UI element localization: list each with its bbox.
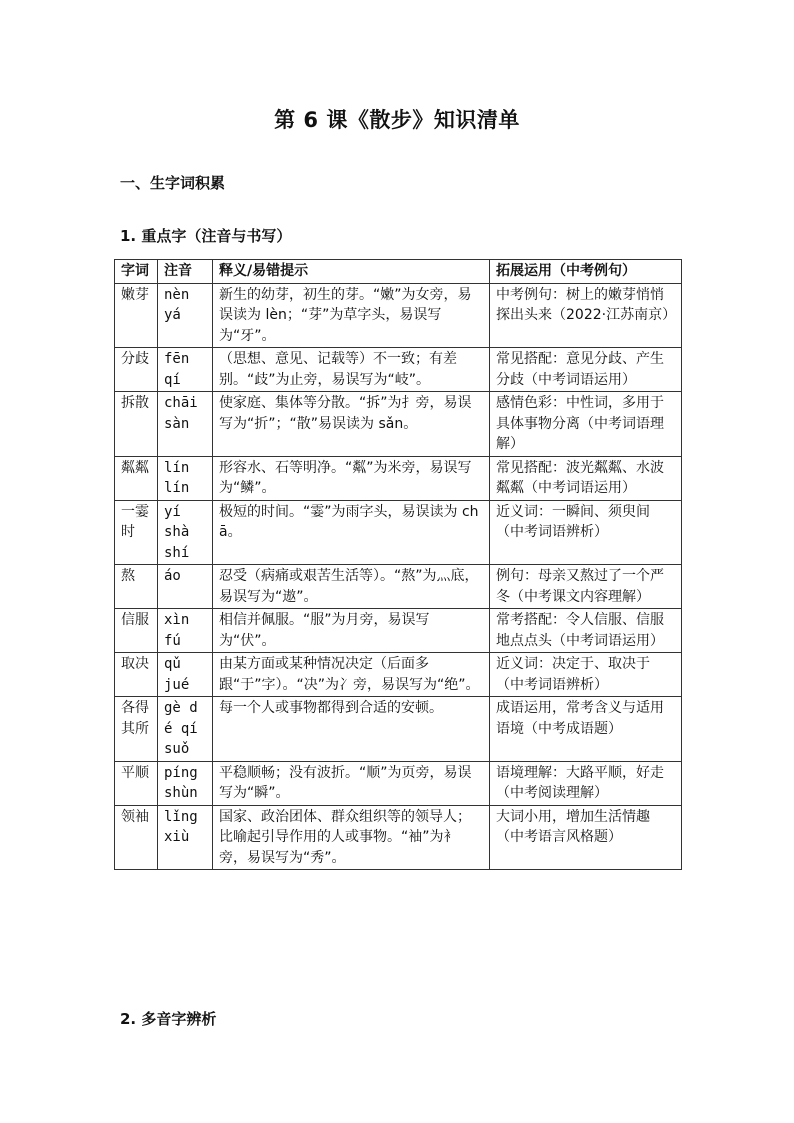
- header-word: 字词: [115, 260, 158, 284]
- vocab-table: [114, 259, 682, 870]
- header-meaning: 释义/易错提示: [213, 260, 490, 284]
- usage-cell: 常见搭配：意见分歧、产生分歧（中考词语运用）: [490, 348, 682, 392]
- pinyin-cell: fēn qí: [158, 348, 213, 392]
- table-row: [115, 653, 682, 697]
- word-cell: 取决: [115, 653, 158, 697]
- word-cell: 各得其所: [115, 697, 158, 762]
- meaning-cell: （思想、意见、记载等）不一致；有差别。“歧”为止旁，易误写为“岐”。: [213, 348, 490, 392]
- table-row: [115, 500, 682, 565]
- usage-cell: 常见搭配：波光粼粼、水波粼粼（中考词语运用）: [490, 456, 682, 500]
- word-cell: 拆散: [115, 392, 158, 457]
- usage-cell: 感情色彩：中性词，多用于具体事物分离（中考词语理解）: [490, 392, 682, 457]
- usage-cell: 常考搭配：令人信服、信服地点点头（中考词语运用）: [490, 609, 682, 653]
- table-row: [115, 456, 682, 500]
- word-cell: 领袖: [115, 805, 158, 870]
- meaning-cell: 极短的时间。“霎”为雨字头，易误读为 chā。: [213, 500, 490, 565]
- subsection-heading-polyphones: 2. 多音字辨析: [120, 1010, 217, 1028]
- usage-cell: 语境理解：大路平顺，好走（中考阅读理解）: [490, 761, 682, 805]
- pinyin-cell: nèn yá: [158, 283, 213, 348]
- usage-cell: 中考例句：树上的嫩芽悄悄探出头来（2022·江苏南京）: [490, 283, 682, 348]
- subsection-heading-key-chars: 1. 重点字（注音与书写）: [120, 227, 292, 245]
- usage-cell: 例句：母亲又熬过了一个严冬（中考课文内容理解）: [490, 565, 682, 609]
- pinyin-cell: xìn fú: [158, 609, 213, 653]
- usage-cell: 近义词：一瞬间、须臾间（中考词语辨析）: [490, 500, 682, 565]
- table-row: [115, 565, 682, 609]
- table-row: [115, 761, 682, 805]
- table-row: [115, 283, 682, 348]
- meaning-cell: 每一个人或事物都得到合适的安顿。: [213, 697, 490, 762]
- pinyin-cell: áo: [158, 565, 213, 609]
- word-cell: 熬: [115, 565, 158, 609]
- pinyin-cell: gè d é qí suǒ: [158, 697, 213, 762]
- table-row: [115, 697, 682, 762]
- meaning-cell: 平稳顺畅；没有波折。“顺”为页旁，易误写为“瞬”。: [213, 761, 490, 805]
- usage-cell: 大词小用，增加生活情趣（中考语言风格题）: [490, 805, 682, 870]
- word-cell: 信服: [115, 609, 158, 653]
- meaning-cell: 忍受（病痛或艰苦生活等）。“熬”为灬底，易误写为“遨”。: [213, 565, 490, 609]
- usage-cell: 近义词：决定于、取决于（中考词语辨析）: [490, 653, 682, 697]
- table-row: [115, 609, 682, 653]
- meaning-cell: 由某方面或某种情况决定（后面多跟“于”字）。“决”为冫旁，易误写为“绝”。: [213, 653, 490, 697]
- word-cell: 平顺: [115, 761, 158, 805]
- usage-cell: 成语运用，常考含义与适用语境（中考成语题）: [490, 697, 682, 762]
- pinyin-cell: lín lín: [158, 456, 213, 500]
- meaning-cell: 国家、政治团体、群众组织等的领导人；比喻起引导作用的人或事物。“袖”为衤旁，易误写为“秀”。: [213, 805, 490, 870]
- table-row: [115, 348, 682, 392]
- pinyin-cell: píng shùn: [158, 761, 213, 805]
- meaning-cell: 相信并佩服。“服”为月旁，易误写为“伏”。: [213, 609, 490, 653]
- meaning-cell: 使家庭、集体等分散。“拆”为扌旁，易误写为“折”；“散”易误读为 sǎn。: [213, 392, 490, 457]
- table-row: [115, 392, 682, 457]
- section-heading-vocab: 一、生字词积累: [120, 174, 226, 192]
- table-header-row: [115, 260, 682, 284]
- word-cell: 一霎时: [115, 500, 158, 565]
- meaning-cell: 形容水、石等明净。“粼”为米旁，易误写为“鳞”。: [213, 456, 490, 500]
- word-cell: 粼粼: [115, 456, 158, 500]
- table-row: [115, 805, 682, 870]
- meaning-cell: 新生的幼芽，初生的芽。“嫩”为女旁，易误读为 lèn；“芽”为草字头，易误写为“牙”。: [213, 283, 490, 348]
- pinyin-cell: qǔ jué: [158, 653, 213, 697]
- word-cell: 嫩芽: [115, 283, 158, 348]
- header-usage: 拓展运用（中考例句）: [490, 260, 682, 284]
- pinyin-cell: lǐng xiù: [158, 805, 213, 870]
- header-pinyin: 注音: [158, 260, 213, 284]
- pinyin-cell: yí shà shí: [158, 500, 213, 565]
- pinyin-cell: chāi sàn: [158, 392, 213, 457]
- page-title: 第 6 课《散步》知识清单: [274, 108, 520, 132]
- word-cell: 分歧: [115, 348, 158, 392]
